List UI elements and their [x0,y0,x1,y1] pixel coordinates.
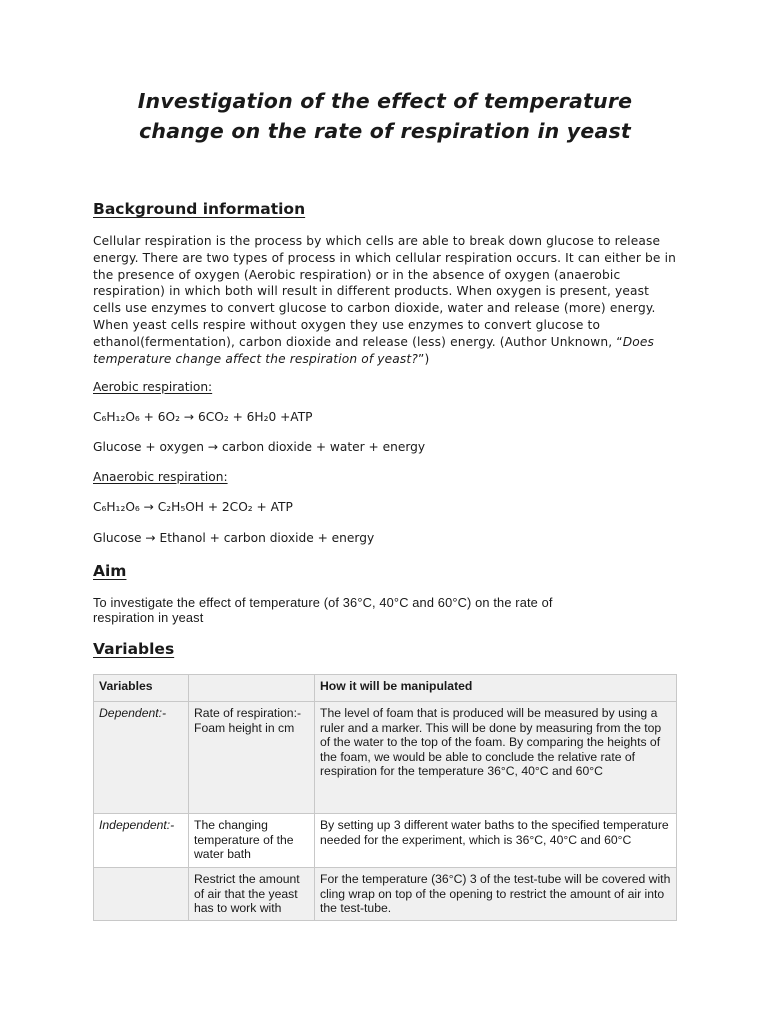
aerobic-word-equation: Glucose + oxygen → carbon dioxide + water + energy [93,440,426,454]
aim-text: To investigate the effect of temperature (of 36°C, 40°C and 60°C) on the rate of respiration in yeast [93,595,553,625]
anaerobic-label: Anaerobic respiration: [93,470,228,484]
table-header-row [94,675,677,702]
background-text: Cellular respiration is the process by which cells are able to break down glucose to release energy. There are two types of process in which cellular respiration occurs. It can either be in the presence of oxygen (Aerobic respiration) or in the absence of oxygen (anaerobic respiration) in which both will result in different products. When oxygen is present, yeast cells use enzymes to convert glucose to carbon dioxide, water and release (more) energy. When yeast cells respire without oxygen they use enzymes to convert glucose to ethanol(fermentation), carbon dioxide and release (less) energy. (Author Unknown, “ [93,234,676,349]
variables-heading: Variables [93,640,175,658]
table-header-cell: Variables [94,675,189,702]
table-header-cell [189,675,315,702]
table-cell: Independent:- [94,814,189,868]
background-italic-citation: Does temperature change affect the respiration of yeast? [93,334,655,366]
anaerobic-word-equation: Glucose → Ethanol + carbon dioxide + energy [93,531,375,545]
background-text-end: ”) [417,351,430,366]
table-cell [94,868,189,921]
table-row [94,814,677,868]
document-title: Investigation of the effect of temperature change on the rate of respiration in yeast [137,89,633,143]
table-header-cell: How it will be manipulated [315,675,677,702]
variables-table [93,674,677,921]
table-row [94,702,677,814]
table-cell: By setting up 3 different water baths to the specified temperature needed for the experiment, which is 36°C, 40°C and 60°C [315,814,677,868]
background-paragraph [93,233,677,367]
table-cell: Dependent:- [94,702,189,814]
aim-heading: Aim [93,562,127,580]
table-row [94,868,677,921]
table-cell: The level of foam that is produced will be measured by using a ruler and a marker. This will be done by measuring from the top of the water to the top of the foam. By comparing the heights of the foam, we would be able to conclude the relative rate of respiration for the temperature 36°C, 40°C and 60°C [315,702,677,814]
table-cell: The changing temperature of the water bath [189,814,315,868]
background-heading: Background information [93,200,306,218]
aerobic-formula: C₆H₁₂O₆ + 6O₂ → 6CO₂ + 6H₂0 +ATP [93,410,313,424]
table-cell: Restrict the amount of air that the yeast has to work with [189,868,315,921]
table-cell: Rate of respiration:- Foam height in cm [189,702,315,814]
aerobic-label: Aerobic respiration: [93,380,213,394]
anaerobic-formula: C₆H₁₂O₆ → C₂H₅OH + 2CO₂ + ATP [93,500,293,514]
table-cell: For the temperature (36°C) 3 of the test-tube will be covered with cling wrap on top of the opening to restrict the amount of air into the test-tube. [315,868,677,921]
